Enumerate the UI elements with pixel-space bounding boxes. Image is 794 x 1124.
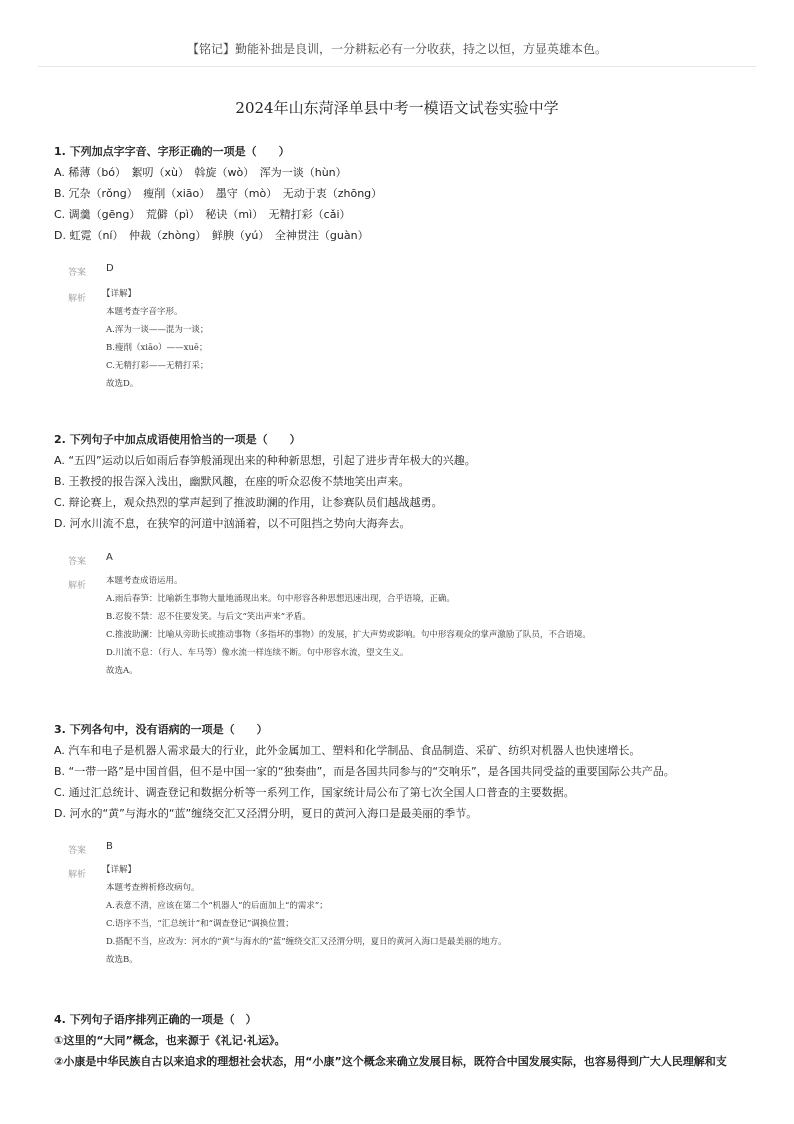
- explanation-label: 解析: [68, 581, 87, 591]
- answer-label: 答案: [68, 268, 87, 278]
- question-3: [54, 723, 754, 828]
- explanation-label: 解析: [68, 870, 87, 880]
- option-d: D. 河水的“黄”与海水的“蓝”缠绕交汇又泾渭分明，夏日的黄河入海口是最美丽的季节。: [54, 807, 478, 820]
- header-divider: [38, 66, 756, 67]
- explanation-line: C.语序不当，“汇总统计”和“调查登记”调换位置；: [106, 919, 294, 929]
- explanation-line: A.浑为一谈——混为一谈；: [106, 325, 209, 335]
- question-stem: 4. 下列句子语序排列正确的一项是（ ）: [54, 1013, 257, 1026]
- explanation-line: 故选B。: [106, 955, 138, 965]
- question-4: [54, 1013, 754, 1076]
- explanation: [106, 572, 746, 680]
- sentence-1: ①这里的“大同”概念，也来源于《礼记·礼运》。: [54, 1034, 286, 1047]
- explanation-line: A.表意不清，应该在第二个“机器人”的后面加上“的需求”；: [106, 901, 328, 911]
- question-stem: 1. 下列加点字字音、字形正确的一项是（ ）: [54, 145, 290, 158]
- answer-label: 答案: [68, 557, 87, 567]
- explanation-line: 本题考查成语运用。: [106, 576, 183, 586]
- explanation-line: D.川流不息：（行人、车马等）像水流一样连续不断。句中形容水流，望文生义。: [106, 648, 409, 658]
- answer-value: A: [106, 552, 113, 563]
- explanation-line: 故选D。: [106, 379, 139, 389]
- explanation-line: 本题考查字音字形。: [106, 307, 183, 317]
- question-stem: 3. 下列各句中，没有语病的一项是（ ）: [54, 723, 268, 736]
- explanation-line: 本题考查辨析修改病句。: [106, 883, 200, 893]
- explanation-line: C.无精打彩——无精打采；: [106, 361, 209, 371]
- sentence-2: ②小康是中华民族自古以来追求的理想社会状态，用“小康”这个概念来确立发展目标，既符合中国发展实际，也容易得到广大人民理解和支: [54, 1055, 727, 1068]
- explanation-line: B.忍俊不禁：忍不住要发笑。与后文“笑出声来”矛盾。: [106, 612, 311, 622]
- explanation-line: D.搭配不当，应改为：河水的“黄”与海水的“蓝”缠绕交汇又泾渭分明，夏日的黄河入海口是最美丽的地方。: [106, 937, 507, 947]
- explanation: [102, 861, 746, 969]
- motto-banner: 【铭记】勤能补拙是良训，一分耕耘必有一分收获，持之以恒，方显英雄本色。: [186, 42, 607, 56]
- answer-label: 答案: [68, 846, 87, 856]
- option-a: A. 汽车和电子是机器人需求最大的行业，此外金属加工、塑料和化学制品、食品制造、采矿、纺织对机器人也快速增长。: [54, 744, 641, 757]
- option-b: B. “一带一路”是中国首倡，但不是中国一家的“独奏曲”，而是各国共同参与的“交响乐”，是各国共同受益的重要国际公共产品。: [54, 765, 675, 778]
- explanation-line: 【详解】: [102, 289, 137, 299]
- option-a: A. 稀薄（bó） 絮叨（xù） 斡旋（wò） 浑为一谈（hùn）: [54, 166, 347, 179]
- explanation-line: C.推波助澜：比喻从旁助长或推动事物（多指坏的事物）的发展，扩大声势或影响。句中形容观众的掌声激励了队员，不合语境。: [106, 630, 591, 640]
- explanation-line: B.瘦削（xiāo）——xuē；: [106, 343, 208, 353]
- question-2: [54, 433, 754, 538]
- answer-value: D: [106, 263, 114, 274]
- explanation-line: 【详解】: [102, 865, 137, 875]
- explanation: [102, 285, 746, 393]
- option-c: C. 调羹（gēng） 荒僻（pì） 秘诀（mì） 无精打彩（cǎi）: [54, 208, 351, 221]
- option-d: D. 虹霓（ní） 仲裁（zhòng） 鲜腴（yú） 全神贯注（guàn）: [54, 229, 369, 242]
- exam-title: 2024年山东菏泽单县中考一模语文试卷实验中学: [235, 99, 559, 117]
- question-1: [54, 145, 754, 250]
- explanation-label: 解析: [68, 294, 87, 304]
- option-b: B. 冗杂（rǒng） 瘦削（xiāo） 墨守（mò） 无动于衷（zhōng）: [54, 187, 383, 200]
- explanation-line: 故选A。: [106, 666, 138, 676]
- explanation-line: A.雨后春笋：比喻新生事物大量地涌现出来。句中形容各种思想迅速出现，合乎语境，正确。: [106, 594, 455, 604]
- question-stem: 2. 下列句子中加点成语使用恰当的一项是（ ）: [54, 433, 301, 446]
- option-c: C. 通过汇总统计、调查登记和数据分析等一系列工作，国家统计局公布了第七次全国人口普查的主要数据。: [54, 786, 575, 799]
- option-a: A. “五四”运动以后如雨后春笋般涌现出来的种种新思想，引起了进步青年极大的兴趣。: [54, 454, 476, 467]
- answer-value: B: [106, 841, 113, 852]
- option-b: B. 王教授的报告深入浅出，幽默风趣，在座的听众忍俊不禁地笑出声来。: [54, 475, 410, 488]
- option-c: C. 辩论赛上，观众热烈的掌声起到了推波助澜的作用，让参赛队员们越战越勇。: [54, 496, 443, 509]
- option-d: D. 河水川流不息，在狭窄的河道中汹涌着，以不可阻挡之势向大海奔去。: [54, 517, 411, 530]
